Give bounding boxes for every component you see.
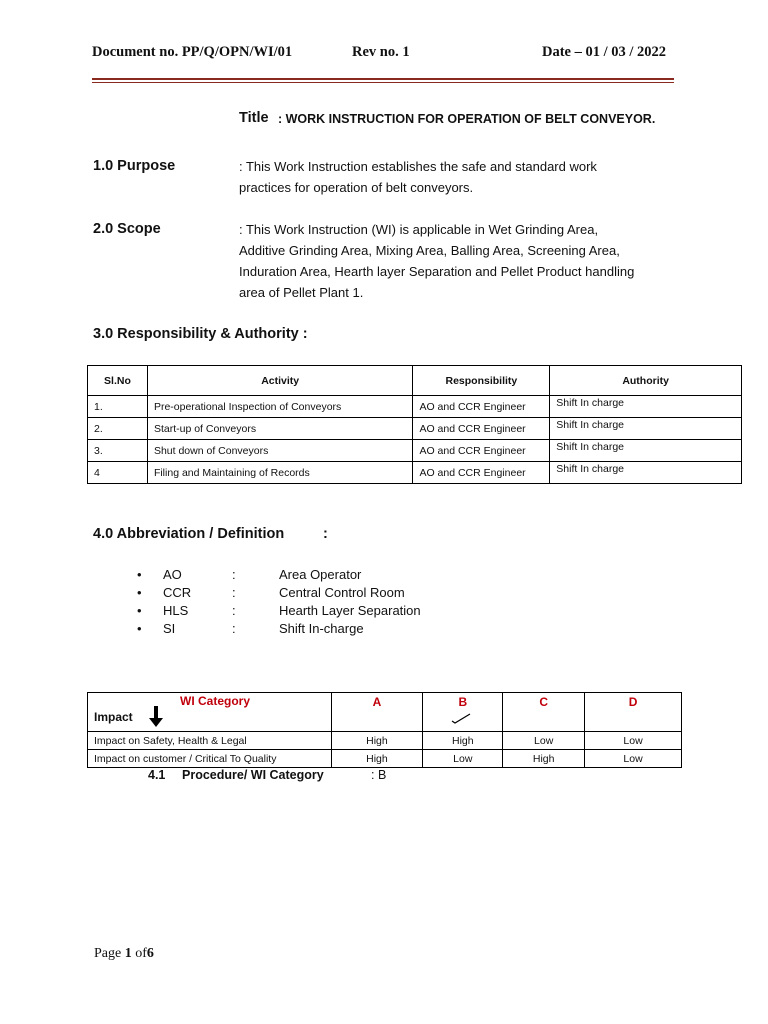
table-row bbox=[88, 396, 742, 418]
table-cell: AO and CCR Engineer bbox=[413, 418, 550, 440]
category-header-row bbox=[88, 693, 682, 732]
abbreviation-definition: Hearth Layer Separation bbox=[279, 603, 421, 618]
revision-number: Rev no. 1 bbox=[352, 44, 410, 60]
table-cell: 4 bbox=[88, 462, 148, 484]
checkmark-icon bbox=[450, 711, 472, 725]
table-cell: AO and CCR Engineer bbox=[413, 462, 550, 484]
abbreviation-separator: : bbox=[232, 585, 236, 600]
scope-line: : This Work Instruction (WI) is applicable in Wet Grinding Area, bbox=[239, 222, 599, 237]
table-cell: Shift In charge bbox=[550, 440, 742, 462]
table-cell: Pre-operational Inspection of Conveyors bbox=[147, 396, 413, 418]
table-row bbox=[88, 750, 682, 768]
header-rule bbox=[92, 78, 674, 80]
table-cell: 3. bbox=[88, 440, 148, 462]
table-cell: Low bbox=[423, 750, 503, 768]
table-cell: Low bbox=[503, 732, 585, 750]
category-column-b bbox=[423, 693, 503, 732]
abbreviation-separator: : bbox=[232, 567, 236, 582]
column-header: Sl.No bbox=[88, 366, 148, 396]
table-row bbox=[88, 418, 742, 440]
page-number bbox=[94, 946, 154, 962]
column-header: Authority bbox=[550, 366, 742, 396]
table-cell: Filing and Maintaining of Records bbox=[147, 462, 413, 484]
wi-category-table bbox=[87, 692, 682, 768]
category-letter: D bbox=[628, 695, 638, 709]
scope-text bbox=[239, 219, 684, 303]
table-cell: High bbox=[503, 750, 585, 768]
current-page: 1 bbox=[124, 946, 132, 961]
category-column-a bbox=[331, 693, 423, 732]
table-cell: Low bbox=[585, 750, 682, 768]
category-letter: C bbox=[539, 695, 549, 709]
table-header-row bbox=[88, 366, 742, 396]
abbreviation-separator: : bbox=[232, 603, 236, 618]
purpose-text bbox=[239, 156, 684, 198]
document-number: Document no. PP/Q/OPN/WI/01 bbox=[92, 44, 293, 60]
header-rule-thin bbox=[92, 82, 674, 83]
table-cell: High bbox=[331, 750, 423, 768]
procedure-category-value: : B bbox=[371, 768, 387, 782]
abbreviation-heading: 4.0 Abbreviation / Definition bbox=[93, 526, 285, 542]
abbreviation-colon: : bbox=[323, 526, 328, 542]
table-cell: High bbox=[331, 732, 423, 750]
total-pages: 6 bbox=[146, 946, 154, 961]
page-label: Page bbox=[94, 946, 122, 961]
document-date: Date – 01 / 03 / 2022 bbox=[542, 44, 667, 60]
table-cell: AO and CCR Engineer bbox=[413, 396, 550, 418]
abbreviation-term: CCR bbox=[163, 585, 192, 600]
impact-row-label: Impact on customer / Critical To Quality bbox=[88, 750, 332, 768]
table-cell: Shift In charge bbox=[550, 462, 742, 484]
column-header: Responsibility bbox=[413, 366, 550, 396]
abbreviation-term: AO bbox=[163, 567, 182, 582]
bullet-icon: • bbox=[137, 585, 142, 600]
table-cell: AO and CCR Engineer bbox=[413, 440, 550, 462]
table-cell: Start-up of Conveyors bbox=[147, 418, 413, 440]
table-cell: Shut down of Conveyors bbox=[147, 440, 413, 462]
scope-heading: 2.0 Scope bbox=[93, 221, 161, 237]
table-cell: 2. bbox=[88, 418, 148, 440]
bullet-icon: • bbox=[137, 603, 142, 618]
abbreviation-definition: Area Operator bbox=[279, 567, 362, 582]
abbreviation-term: SI bbox=[163, 621, 176, 636]
scope-line: area of Pellet Plant 1. bbox=[239, 285, 364, 300]
title-label: Title bbox=[239, 110, 269, 126]
abbreviation-definition: Central Control Room bbox=[279, 585, 405, 600]
category-column-c bbox=[503, 693, 585, 732]
table-cell: Low bbox=[585, 732, 682, 750]
abbreviation-definition: Shift In-charge bbox=[279, 621, 364, 636]
page-of: of bbox=[135, 946, 147, 961]
impact-row-label: Impact on Safety, Health & Legal bbox=[88, 732, 332, 750]
scope-line: Induration Area, Hearth layer Separation and Pellet Product handling bbox=[239, 264, 635, 279]
purpose-heading: 1.0 Purpose bbox=[93, 158, 176, 174]
table-cell: Shift In charge bbox=[550, 396, 742, 418]
category-letter: B bbox=[458, 695, 468, 709]
bullet-icon: • bbox=[137, 567, 142, 582]
category-column-d bbox=[585, 693, 682, 732]
impact-label: Impact bbox=[94, 710, 133, 724]
table-cell: Shift In charge bbox=[550, 418, 742, 440]
abbreviation-separator: : bbox=[232, 621, 236, 636]
abbreviation-term: HLS bbox=[163, 603, 189, 618]
wi-category-label: WI Category bbox=[180, 694, 251, 708]
responsibility-heading: 3.0 Responsibility & Authority : bbox=[93, 326, 308, 342]
category-letter: A bbox=[372, 695, 382, 709]
arrow-down-icon bbox=[149, 706, 163, 728]
table-row bbox=[88, 462, 742, 484]
table-cell: 1. bbox=[88, 396, 148, 418]
document-title: : WORK INSTRUCTION FOR OPERATION OF BELT CONVEYOR. bbox=[278, 112, 656, 126]
table-row bbox=[88, 440, 742, 462]
procedure-label: Procedure/ WI Category bbox=[182, 768, 324, 782]
table-row bbox=[88, 732, 682, 750]
bullet-icon: • bbox=[137, 621, 142, 636]
purpose-line: practices for operation of belt conveyors. bbox=[239, 180, 474, 195]
responsibility-table bbox=[87, 365, 742, 484]
category-corner-cell bbox=[88, 693, 332, 732]
table-cell: High bbox=[423, 732, 503, 750]
column-header: Activity bbox=[147, 366, 413, 396]
procedure-number: 4.1 bbox=[148, 768, 166, 782]
purpose-line: : This Work Instruction establishes the safe and standard work bbox=[239, 159, 597, 174]
scope-line: Additive Grinding Area, Mixing Area, Balling Area, Screening Area, bbox=[239, 243, 620, 258]
